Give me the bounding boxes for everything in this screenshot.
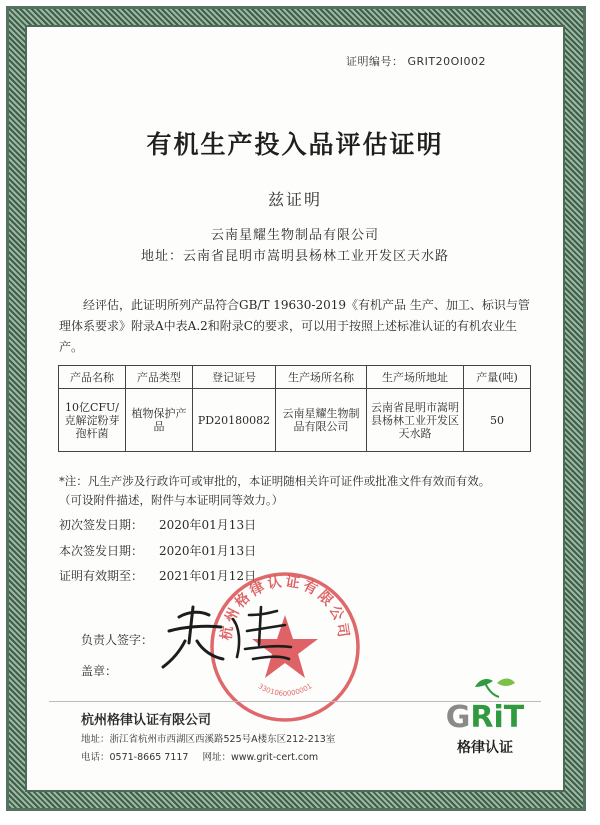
cell-product-name: 10亿CFU/克解淀粉芽孢杆菌	[59, 389, 126, 452]
issuer-address: 地址：浙江省杭州市西湖区西溪路525号A楼东区212-213室	[81, 734, 336, 745]
svg-text:3301060000001	[257, 682, 314, 698]
column-header-product-type: 产品类型	[126, 366, 193, 389]
seal-label: 盖章：	[81, 664, 118, 678]
company-address: 地址：云南省昆明市嵩明县杨林工业开发区天水路	[140, 249, 449, 264]
certificate-number: 证明编号： GRIT20OI002	[346, 55, 487, 68]
issuer-website: 网址：www.grit-cert.com	[202, 752, 319, 763]
signature-label: 负责人签字：	[81, 633, 154, 647]
valid-until-value: 2021年01月12日	[159, 569, 257, 583]
cell-product-type: 植物保护产品	[126, 389, 193, 452]
table-header-row	[59, 366, 531, 389]
note-line-2: （可设附件描述，附件与本证明同等效力。）	[59, 493, 284, 507]
handwritten-signature	[149, 597, 309, 677]
company-name: 云南星耀生物制品有限公司	[210, 228, 379, 243]
column-header-product-name: 产品名称	[59, 366, 126, 389]
certificate-subtitle: 兹证明	[267, 190, 322, 209]
note-line-1: *注：凡生产涉及行政许可或审批的，本证明随相关许可证件或批准文件有效而有效。	[59, 474, 491, 488]
valid-until-label: 证明有效期至：	[59, 569, 144, 583]
cell-output: 50	[464, 389, 531, 452]
grit-logo	[435, 673, 535, 773]
issuer-contact	[81, 749, 332, 763]
first-issue-date-value: 2020年01月13日	[159, 518, 257, 532]
logo-text: 格律认证	[457, 740, 513, 756]
column-header-site-name: 生产场所名称	[276, 366, 367, 389]
cell-site-name: 云南星耀生物制品有限公司	[276, 389, 367, 452]
cell-site-address: 云南省昆明市嵩明县杨林工业开发区天水路	[367, 389, 464, 452]
first-issue-date	[59, 516, 256, 533]
column-header-site-address: 生产场所地址	[367, 366, 464, 389]
logo-leaf-icon	[475, 679, 493, 687]
issuer-phone: 电话：0571-8665 7117	[81, 752, 189, 763]
product-table	[58, 365, 531, 452]
certificate-title: 有机生产投入品评估证明	[146, 130, 444, 159]
logo-mark: GRiT	[445, 700, 525, 735]
current-issue-date-value: 2020年01月13日	[159, 544, 257, 558]
table-row	[59, 389, 531, 452]
certificate-statement: 经评估，此证明所列产品符合GB/T 19630-2019《有机产品 生产、加工、标识与管理体系要求》附录A中表A.2和附录C的要求，可以用于按照上述标准认证的有机农业生产。	[59, 298, 530, 354]
column-header-output: 产量(吨)	[464, 366, 531, 389]
cell-registration-no: PD20180082	[193, 389, 276, 452]
seal-number-text: 3301060000001	[256, 682, 314, 698]
certificate-paper	[29, 29, 561, 788]
certificate-notes	[59, 472, 539, 510]
issuer-name: 杭州格律认证有限公司	[81, 713, 212, 728]
column-header-registration-no: 登记证号	[193, 366, 276, 389]
seal-arc-text: 杭州格律认证有限公司	[218, 573, 352, 642]
current-issue-date-label: 本次签发日期：	[59, 544, 144, 558]
current-issue-date	[59, 542, 256, 559]
first-issue-date-label: 初次签发日期：	[59, 518, 144, 532]
